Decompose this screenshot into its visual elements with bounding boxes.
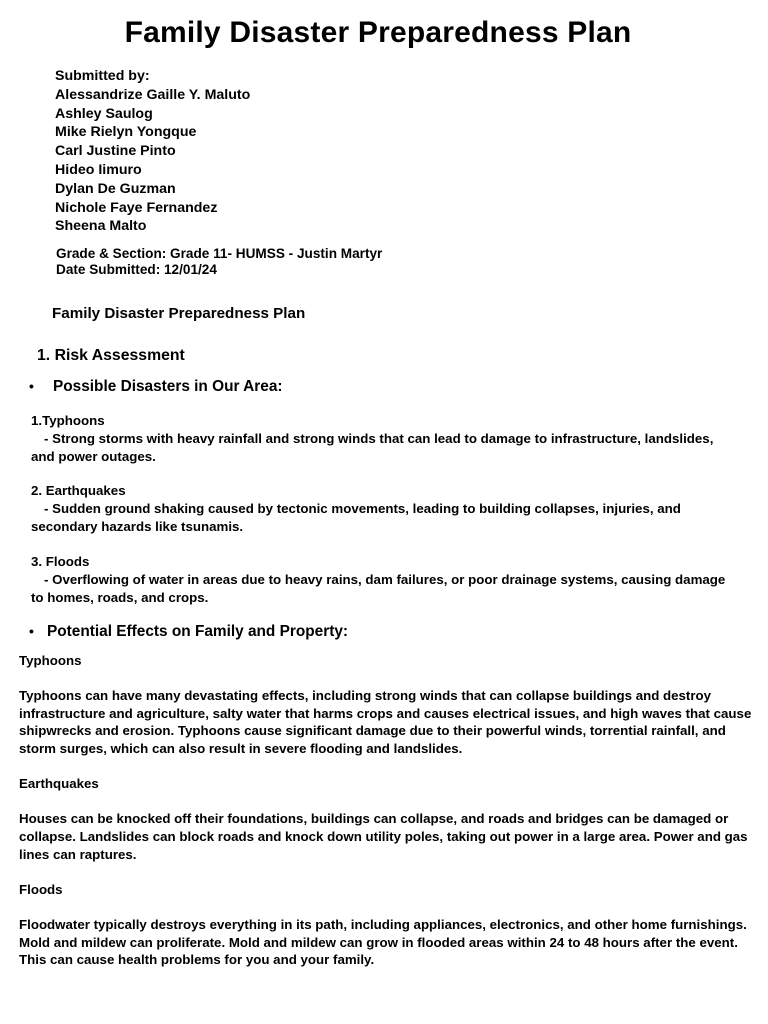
effect-heading-floods: Floods bbox=[19, 881, 63, 897]
submitted-by-block bbox=[55, 67, 250, 236]
member-name: Ashley Saulog bbox=[55, 105, 153, 122]
bullet-label: Potential Effects on Family and Property: bbox=[47, 623, 349, 640]
member-name: Dylan De Guzman bbox=[55, 180, 176, 197]
disaster-name: 1.Typhoons bbox=[31, 413, 105, 428]
member-name: Hideo Iimuro bbox=[55, 161, 142, 178]
document-title: Family Disaster Preparedness Plan bbox=[124, 16, 632, 49]
submission-meta bbox=[56, 246, 382, 277]
submitted-by-label: Submitted by: bbox=[55, 68, 150, 84]
risk-assessment-heading: 1. Risk Assessment bbox=[37, 347, 185, 364]
bullet-dot-icon: • bbox=[29, 623, 34, 639]
disaster-item-earthquakes bbox=[31, 482, 731, 535]
bullet-label: Possible Disasters in Our Area: bbox=[53, 378, 283, 395]
disaster-item-typhoons bbox=[31, 412, 731, 465]
disaster-name: 3. Floods bbox=[31, 554, 90, 569]
member-name: Mike Rielyn Yongque bbox=[55, 124, 197, 141]
disaster-description: - Strong storms with heavy rainfall and strong winds that can lead to damage to infrastructure, landslides, and power outages. bbox=[31, 430, 714, 464]
section-title: Family Disaster Preparedness Plan bbox=[52, 305, 306, 322]
effect-body-floods: Floodwater typically destroys everything in its path, including appliances, electronics, and other home furnishings. Mold and mildew can proliferate. Mold and mildew can grow in flooded areas within 24 to 48 hours after the event. This can cause health problems for you and your family. bbox=[19, 916, 747, 968]
disaster-item-floods bbox=[31, 553, 731, 606]
member-name: Carl Justine Pinto bbox=[55, 143, 176, 160]
effect-heading-earthquakes: Earthquakes bbox=[19, 776, 99, 792]
disaster-description: - Sudden ground shaking caused by tectonic movements, leading to building collapses, injuries, and secondary hazards like tsunamis. bbox=[31, 500, 681, 534]
member-name: Nichole Faye Fernandez bbox=[55, 199, 218, 216]
effect-body-typhoons: Typhoons can have many devastating effects, including strong winds that can collapse buildings and destroy infrastructure and agriculture, salty water that harms crops and causes electrical issues, and high waves that cause shipwrecks and erosion. Typhoons cause significant damage due to their powerful winds, torrential rainfall, and storm surges, which can also result in severe flooding and landslides. bbox=[19, 688, 752, 756]
bullet-dot-icon: • bbox=[29, 378, 34, 394]
member-name: Sheena Malto bbox=[55, 218, 147, 235]
disaster-description: - Overflowing of water in areas due to heavy rains, dam failures, or poor drainage systems, causing damage to homes, roads, and crops. bbox=[31, 571, 726, 605]
disaster-name: 2. Earthquakes bbox=[31, 483, 126, 498]
effect-heading-typhoons: Typhoons bbox=[19, 653, 82, 668]
effect-body-earthquakes: Houses can be knocked off their foundations, buildings can collapse, and roads and bridges can be damaged or collapse. Landslides can block roads and knock down utility poles, taking out power in a large area. Power and gas lines can raptures. bbox=[19, 811, 748, 862]
member-name: Alessandrize Gaille Y. Maluto bbox=[55, 86, 251, 103]
date-submitted: Date Submitted: 12/01/24 bbox=[56, 261, 217, 277]
effects-section bbox=[19, 652, 759, 986]
grade-section: Grade & Section: Grade 11- HUMSS - Justin Martyr bbox=[56, 246, 383, 261]
